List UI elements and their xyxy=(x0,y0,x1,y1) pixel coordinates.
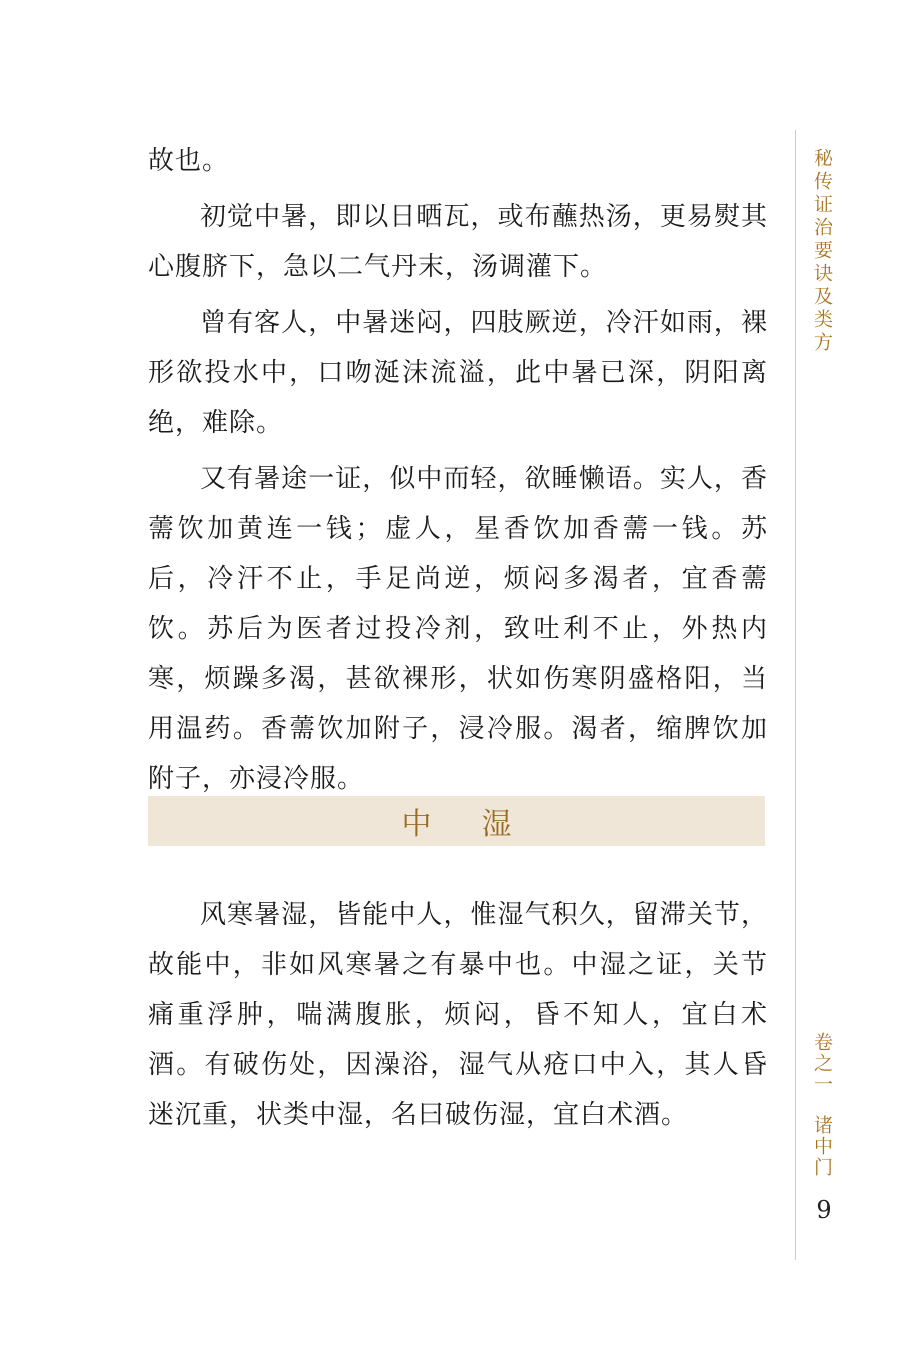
section-heading-band xyxy=(148,796,765,846)
paragraph-case: 曾有客人，中暑迷闷，四肢厥逆，冷汗如雨，裸形欲投水中，口吻涎沫流溢，此中暑已深，阴阳离绝，难除。 xyxy=(148,308,768,438)
section-zhongshu-continued xyxy=(148,136,768,804)
paragraph-continuation: 故也。 xyxy=(148,146,230,176)
margin-rule xyxy=(795,130,796,1260)
paragraph-first-aid: 初觉中暑，即以日晒瓦，或布蘸热汤，更易熨其心腹脐下，急以二气丹末，汤调灌下。 xyxy=(148,202,768,282)
running-volume: 卷之一 xyxy=(811,1032,833,1095)
running-section: 诸中门 xyxy=(811,1115,833,1178)
paragraph-shutu: 又有暑途一证，似中而轻，欲睡懒语。实人，香薷饮加黄连一钱；虚人，星香饮加香薷一钱。苏后，冷汗不止，手足尚逆，烦闷多渴者，宜香薷饮。苏后为医者过投冷剂，致吐利不止，外热内寒，烦躁多渴，甚欲裸形，状如伤寒阴盛格阳，当用温药。香薷饮加附子，浸冷服。渴者，缩脾饮加附子，亦浸冷服。 xyxy=(148,464,768,794)
running-title: 秘传证治要诀及类方 xyxy=(811,148,833,355)
page-number: 9 xyxy=(816,1196,832,1224)
paragraph-zhongshi: 风寒暑湿，皆能中人，惟湿气积久，留滞关节，故能中，非如风寒暑之有暴中也。中湿之证，关节痛重浮肿，喘满腹胀，烦闷，昏不知人，宜白术酒。有破伤处，因澡浴，湿气从疮口中入，其人昏迷沉重，状类中湿，名曰破伤湿，宜白术酒。 xyxy=(148,900,768,1130)
section-zhongshi xyxy=(148,890,768,1140)
section-heading: 中湿 xyxy=(401,807,562,842)
